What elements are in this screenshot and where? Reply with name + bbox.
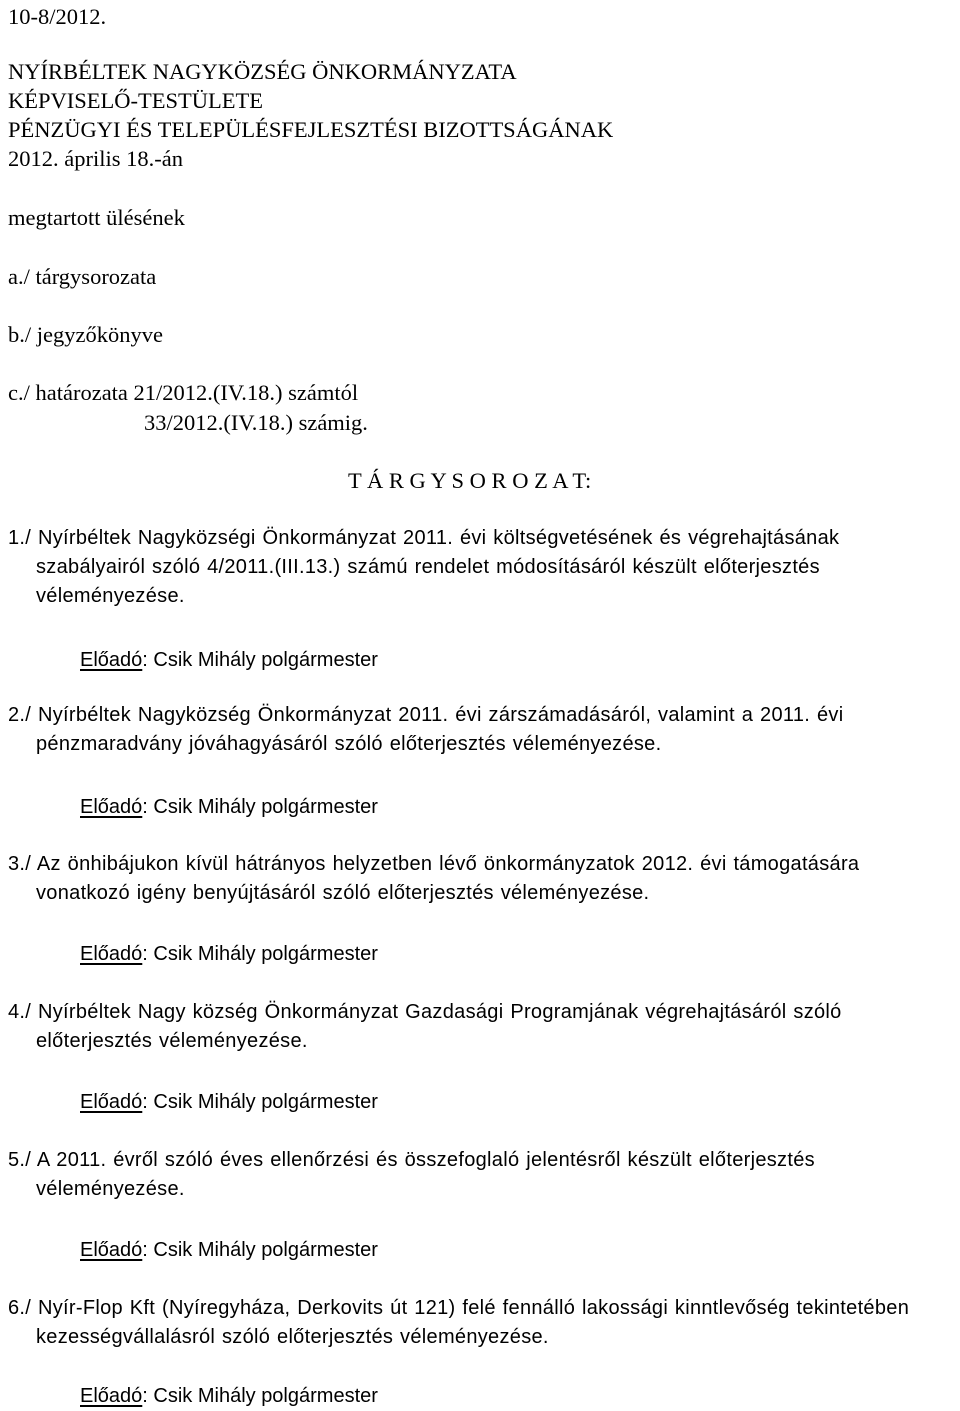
section-c-line-2: 33/2012.(IV.18.) számig. — [144, 410, 368, 435]
agenda-item-4-text: 4./ Nyírbéltek Nagy község Önkormányzat Gazdasági Programjának végrehajtásáról szóló előterjesztés véleményezése. — [8, 1001, 842, 1052]
agenda-item-1-presenter — [80, 646, 378, 675]
agenda-item-2 — [8, 701, 948, 759]
agenda-item-3 — [8, 850, 948, 908]
agenda-item-4 — [8, 998, 948, 1056]
agenda-item-3-presenter — [80, 940, 378, 969]
meeting-line: megtartott ülésének — [8, 205, 185, 230]
header-line-4: 2012. április 18.-án — [8, 146, 183, 171]
agenda-item-2-presenter — [80, 793, 378, 822]
section-a: a./ tárgysorozata — [8, 264, 157, 289]
agenda-item-6 — [8, 1294, 948, 1352]
agenda-item-1 — [8, 524, 948, 611]
agenda-item-1-text: 1./ Nyírbéltek Nagyközségi Önkormányzat 2011. évi költségvetésének és végrehajtásának szabályairól szóló 4/2011.(III.13.) számú rendelet módosításáról készült előterjesztés véleményezése. — [8, 527, 840, 607]
agenda-item-5-presenter — [80, 1236, 378, 1265]
agenda-item-3-text: 3./ Az önhibájukon kívül hátrányos helyzetben lévő önkormányzatok 2012. évi támogatására vonatkozó igény benyújtásáról szóló előterjesztés véleményezése. — [8, 853, 860, 904]
presenter-name: : Csik Mihály polgármester — [142, 649, 378, 671]
presenter-label: Előadó — [80, 1385, 143, 1407]
presenter-label: Előadó — [80, 1239, 143, 1261]
presenter-label: Előadó — [80, 1091, 143, 1113]
agenda-item-2-text: 2./ Nyírbéltek Nagyközség Önkormányzat 2011. évi zárszámadásáról, valamint a 2011. évi pénzmaradvány jóváhagyásáról szóló előterjesztés véleményezése. — [8, 704, 844, 755]
agenda-item-4-presenter — [80, 1088, 378, 1117]
presenter-name: : Csik Mihály polgármester — [142, 796, 378, 818]
agenda-title: T Á R G Y S O R O Z A T: — [348, 468, 592, 493]
section-b: b./ jegyzőkönyve — [8, 322, 163, 347]
agenda-item-6-text: 6./ Nyír-Flop Kft (Nyíregyháza, Derkovits út 121) felé fennálló lakossági kinntlevőség tekintetében kezességvállalásról szóló előterjesztés véleményezése. — [8, 1297, 910, 1348]
agenda-item-5-text: 5./ A 2011. évről szóló éves ellenőrzési és összefoglaló jelentésről készült előterjesztés véleményezése. — [8, 1149, 815, 1200]
agenda-item-6-presenter — [80, 1382, 378, 1411]
presenter-label: Előadó — [80, 943, 143, 965]
document-number: 10-8/2012. — [8, 4, 107, 29]
presenter-name: : Csik Mihály polgármester — [142, 1239, 378, 1261]
header-line-2: KÉPVISELŐ-TESTÜLETE — [8, 88, 263, 113]
presenter-name: : Csik Mihály polgármester — [142, 1385, 378, 1407]
agenda-item-5 — [8, 1146, 948, 1204]
header-line-1: NYÍRBÉLTEK NAGYKÖZSÉG ÖNKORMÁNYZATA — [8, 59, 517, 84]
presenter-label: Előadó — [80, 649, 143, 671]
header-line-3: PÉNZÜGYI ÉS TELEPÜLÉSFEJLESZTÉSI BIZOTTSÁGÁNAK — [8, 117, 614, 142]
presenter-name: : Csik Mihály polgármester — [142, 943, 378, 965]
section-c-line-1: c./ határozata 21/2012.(IV.18.) számtól — [8, 380, 359, 405]
presenter-name: : Csik Mihály polgármester — [142, 1091, 378, 1113]
presenter-label: Előadó — [80, 796, 143, 818]
